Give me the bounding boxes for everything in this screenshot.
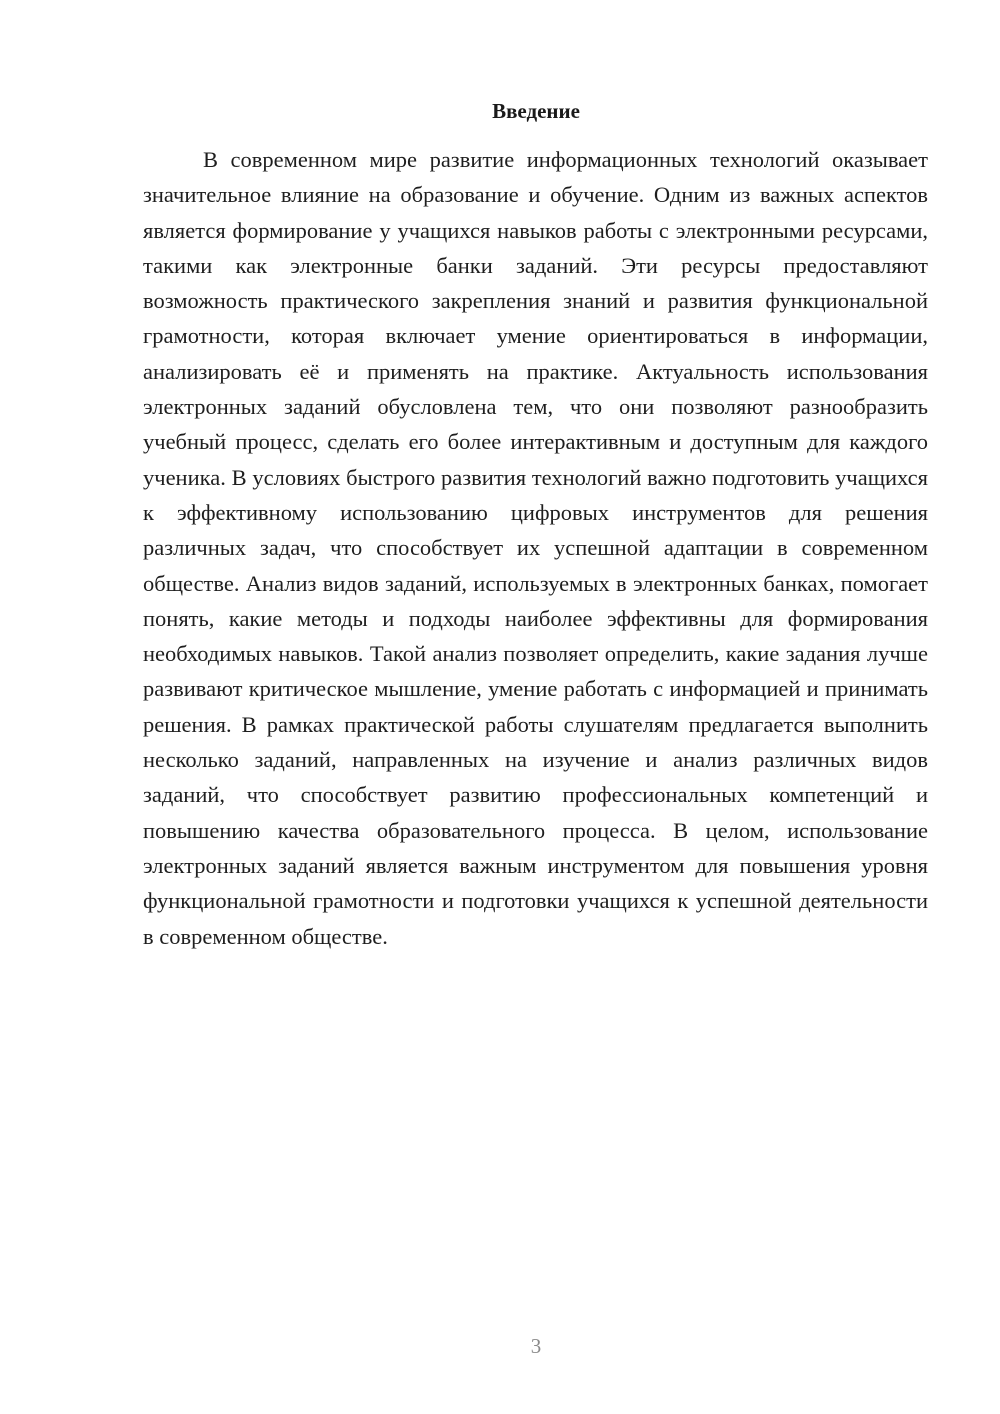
section-heading: Введение bbox=[492, 99, 580, 123]
body-paragraph: В современном мире развитие информационных технологий оказывает значительное влияние на образование и обучение. Одним из важных аспектов является формирование у учащихся навыков работы с электронными ресурсами, такими как электронные банки заданий. Эти ресурсы предоставляют возможность практического закрепления знаний и развития функциональной грамотности, которая включает умение ориентироваться в информации, анализировать её и применять на практике. Актуальность использования электронных заданий обусловлена тем, что они позволяют разнообразить учебный процесс, сделать его более интерактивным и доступным для каждого ученика. В условиях быстрого развития технологий важно подготовить учащихся к эффективному использованию цифровых инструментов для решения различных задач, что способствует их успешной адаптации в современном обществе. Анализ видов заданий, используемых в электронных банках, помогает понять, какие методы и подходы наиболее эффективны для формирования необходимых навыков. Такой анализ позволяет определить, какие задания лучше развивают критическое мышление, умение работать с информацией и принимать решения. В рамках практической работы слушателям предлагается выполнить несколько заданий, направленных на изучение и анализ различных видов заданий, что способствует развитию профессиональных компетенций и повышению качества образовательного процесса. В целом, использование электронных заданий является важным инструментом для повышения уровня функциональной грамотности и подготовки учащихся к успешной деятельности в современном обществе. bbox=[143, 147, 928, 949]
page-number: 3 bbox=[530, 1334, 542, 1358]
